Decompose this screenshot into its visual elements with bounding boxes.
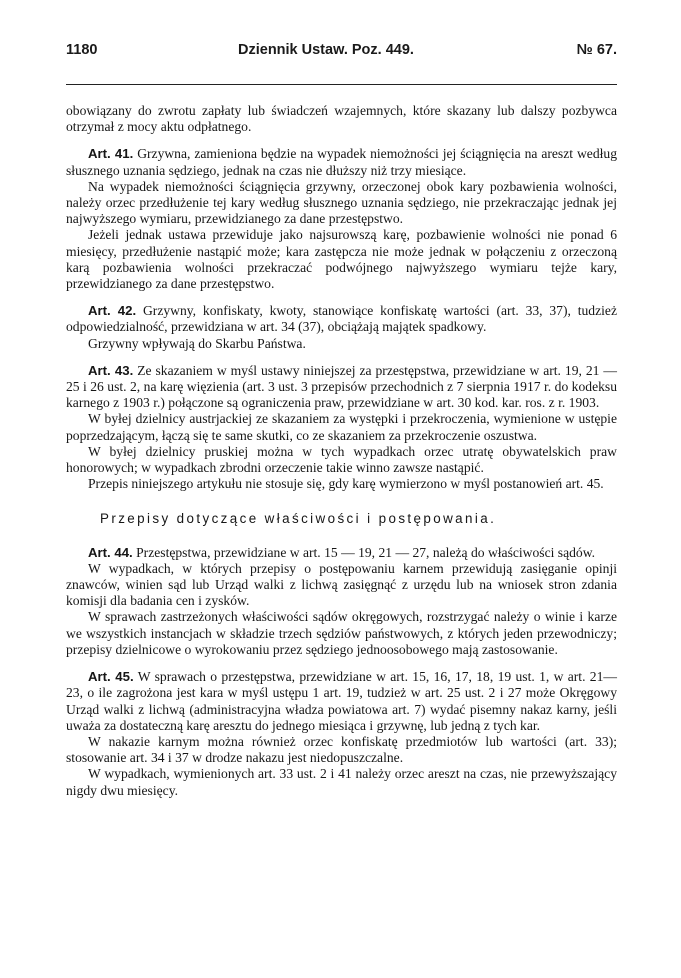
article-41-lead: Art. 41. Grzywna, zamieniona będzie na wypadek niemożności jej ściągnięcia na areszt według słusznego uznania sędziego, jednak na czas nie dłuższy niż trzy miesiące. xyxy=(66,146,617,178)
article-label: Art. 41. xyxy=(88,146,134,162)
article-41-paragraph: Na wypadek niemożności ściągnięcia grzywny, orzeczonej obok kary pozbawienia wolności, należy orzec przedłużenie tej kary według słusznego uznania sędziego, nie przekraczając jednak jej najwyższego wymiaru, przewidzianego za dane przestępstwo. xyxy=(66,178,617,227)
intro-paragraph: obowiązany do zwrotu zapłaty lub świadczeń wzajemnych, które skazany lub dalszy pozbywca otrzymał z mocy aktu odpłatnego. xyxy=(66,103,617,135)
article-45-paragraph: W nakazie karnym można również orzec konfiskatę przedmiotów lub wartości (art. 33); stosowanie art. 34 i 37 w drodze nakazu jest niedopuszczalne. xyxy=(66,733,617,766)
document-body xyxy=(66,103,617,799)
section-heading: Przepisy dotyczące właściwości i postępowania. xyxy=(100,511,497,527)
article-44-paragraph: W wypadkach, w których przepisy o postępowaniu karnem przewidują zasięganie opinji znawców, winien sąd lub Urząd walki z lichwą zasięgnąć z urzędu lub na wniosek stron zdania komisji dla badania cen i zysków. xyxy=(66,560,617,609)
article-label: Art. 43. xyxy=(88,362,134,378)
header-rule xyxy=(66,84,617,85)
article-45-lead: Art. 45. W sprawach o przestępstwa, przewidziane w art. 15, 16, 17, 18, 19 ust. 1, w art. 21—23, o ile zagrożona jest kara w myśl ustępu 1 art. 19, tudzież w art. 25 ust. 2 i 27 może Okręgowy Urząd walki z lichwą (administracyjna władza powiatowa art. 7) wydać pisemny nakaz karny, jeśli uważa za dostateczną karę aresztu do jednego miesiąca i grzywnę, lub jedną z tych kar. xyxy=(66,669,617,733)
article-43-paragraph: W byłej dzielnicy pruskiej można w tych wypadkach orzec utratę obywatelskich praw honorowych; w wypadkach zbrodni orzeczenie takie winno zawsze nastąpić. xyxy=(66,443,617,476)
journal-title: Dziennik Ustaw. Poz. 449. xyxy=(238,42,414,58)
page-header xyxy=(66,30,617,58)
article-label: Art. 44. xyxy=(88,544,133,560)
article-43-paragraph: W byłej dzielnicy austrjackiej ze skazaniem za występki i przekroczenia, wymienione w ustępie poprzedzającym, łączą się te same skutki, co ze skazaniem za przekroczenie oszustwa. xyxy=(66,411,617,443)
article-43-lead: Art. 43. Ze skazaniem w myśl ustawy niniejszej za przestępstwa, przewidziane w art. 19, 21 — 25 i 26 ust. 2, na karę więzienia (art. 3 ust. 3 przepisów przechodnich z 7 sierpnia 1917 r. do kodeksu karnego z 1903 r.) połączone są ograniczenia praw, przewidziane w art. 30 kod. kar. ros. z r. 1903. xyxy=(66,362,617,411)
article-43-paragraph: Przepis niniejszego artykułu nie stosuje się, gdy karę wymierzono w myśl postanowień art. 45. xyxy=(88,476,604,492)
article-45-paragraph: W wypadkach, wymienionych art. 33 ust. 2 i 41 należy orzec areszt na czas, nie przewyższający nigdy dwu miesięcy. xyxy=(66,766,617,798)
article-41-paragraph: Jeżeli jednak ustawa przewiduje jako najsurowszą karę, pozbawienie wolności nie ponad 6 miesięcy, przedłużenie nastąpić może; kara zastępcza nie może jednak w połączeniu z orzeczoną karą pozbawienia wolności przekraczać podwójnego najwyższego wymiaru tejże kary, przewidzianego za dane przestępstwo. xyxy=(66,227,617,292)
page-number: 1180 xyxy=(66,42,98,58)
issue-number: № 67. xyxy=(576,42,617,58)
article-label: Art. 42. xyxy=(88,303,137,319)
article-44-paragraph: W sprawach zastrzeżonych właściwości sądów okręgowych, rozstrzygać należy o winie i karze we wszystkich instancjach w składzie trzech sędziów państwowych, z których jeden przewodniczy; przepisy dzielnicowe o wyrokowaniu przez sędziego jednoosobowego mają zastosowanie. xyxy=(66,609,617,657)
article-42-paragraph: Grzywny wpływają do Skarbu Państwa. xyxy=(88,335,306,351)
article-42-lead: Art. 42. Grzywny, konfiskaty, kwoty, stanowiące konfiskatę wartości (art. 33, 37), tudzież odpowiedzialność, przewidziana w art. 34 (37), obciążają majątek spadkowy. xyxy=(66,303,617,335)
article-44-lead: Art. 44. Przestępstwa, przewidziane w art. 15 — 19, 21 — 27, należą do właściwości sądów. xyxy=(88,544,596,560)
article-label: Art. 45. xyxy=(88,669,134,685)
